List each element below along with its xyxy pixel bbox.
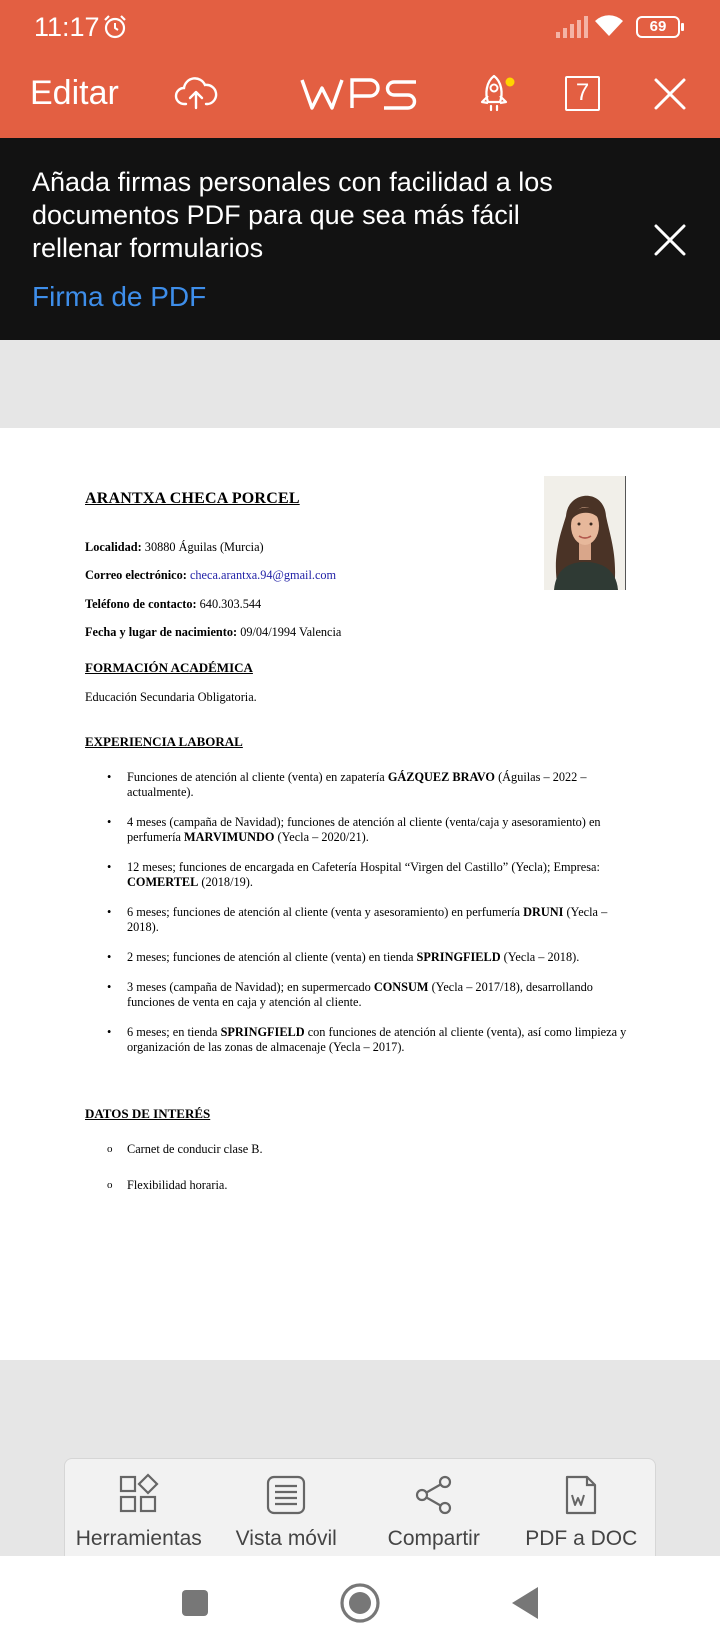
interest-heading: DATOS DE INTERÉS (85, 1106, 211, 1121)
pdf-signature-link[interactable]: Firma de PDF (32, 281, 207, 312)
list-item: • Funciones de atención al cliente (venta) en zapatería GÁZQUEZ BRAVO (Águilas – 2022 – actualmente). (107, 770, 587, 799)
list-item: • 3 meses (campaña de Navidad); en supermercado CONSUM (Yecla – 2017/18), desarrollando funciones de venta en caja y atención al cliente. (107, 980, 593, 1009)
share-button[interactable]: Compartir (360, 1459, 508, 1558)
email-link[interactable]: checa.arantxa.94@gmail.com (189, 568, 337, 582)
status-time: 11:17 (34, 12, 100, 42)
tools-icon (117, 1473, 161, 1517)
mobile-view-button[interactable]: Vista móvil (213, 1459, 361, 1558)
list-item: o Flexibilidad horaria. (107, 1178, 228, 1192)
list-item: • 12 meses; funciones de encargada en Cafetería Hospital “Virgen del Castillo” (Yecla); Empresa: COMERTEL (2018/19). (107, 860, 600, 889)
interest-list (107, 1142, 637, 1214)
experience-heading: EXPERIENCIA LABORAL (85, 734, 243, 749)
tools-button[interactable]: Herramientas (65, 1459, 213, 1558)
wps-logo (300, 76, 420, 112)
page-count-button[interactable]: 7 (565, 76, 600, 111)
education-text: Educación Secundaria Obligatoria. (85, 690, 257, 704)
battery-indicator: 69 (636, 16, 680, 38)
education-heading: FORMACIÓN ACADÉMICA (85, 660, 253, 675)
pdf-to-doc-button[interactable]: PDF a DOC (508, 1459, 656, 1558)
alarm-icon (102, 14, 128, 40)
bottom-action-bar (64, 1458, 656, 1558)
info-birth: Fecha y lugar de nacimiento: 09/04/1994 Valencia (85, 625, 342, 639)
profile-photo (544, 476, 626, 590)
pdf-page[interactable] (0, 428, 720, 1360)
edit-button[interactable]: Editar (30, 74, 119, 112)
list-item: • 4 meses (campaña de Navidad); funciones de atención al cliente (venta/caja y asesoramiento) en perfumería MARVIMUNDO (Yecla – 2020/21). (107, 815, 601, 844)
cloud-upload-icon[interactable] (174, 72, 218, 116)
signal-icon (554, 16, 588, 38)
experience-list (107, 770, 637, 1070)
recents-icon (180, 1588, 210, 1618)
pdf-to-doc-icon (559, 1473, 603, 1517)
cv-name-heading: ARANTXA CHECA PORCEL (85, 490, 300, 507)
home-button[interactable] (335, 1578, 385, 1628)
list-item: • 2 meses; funciones de atención al cliente (venta) en tienda SPRINGFIELD (Yecla – 2018). (107, 950, 580, 964)
list-item: o Carnet de conducir clase B. (107, 1142, 263, 1156)
back-button[interactable] (500, 1578, 550, 1628)
system-navigation-bar (0, 1556, 720, 1650)
home-icon (339, 1582, 381, 1624)
info-email: Correo electrónico: checa.arantxa.94@gmail.com (85, 568, 337, 582)
info-phone: Teléfono de contacto: 640.303.544 (85, 597, 262, 611)
signature-promo-banner (0, 138, 720, 340)
back-icon (508, 1584, 542, 1622)
banner-close-icon[interactable] (648, 218, 692, 262)
list-item: • 6 meses; en tienda SPRINGFIELD con funciones de atención al cliente (venta), así como limpieza y organización de las zonas de almacenaje (Yecla – 2017). (107, 1025, 627, 1054)
app-toolbar (0, 0, 720, 138)
banner-message: Añada firmas personales con facilidad a los documentos PDF para que sea más fácil rellenar formularios (32, 167, 553, 263)
close-icon[interactable] (648, 72, 692, 116)
wifi-icon (594, 14, 624, 38)
share-icon (412, 1473, 456, 1517)
mobile-view-icon (264, 1473, 308, 1517)
list-item: • 6 meses; funciones de atención al cliente (venta y asesoramiento) en perfumería DRUNI (Yecla – 2018). (107, 905, 608, 934)
recents-button[interactable] (170, 1578, 220, 1628)
rocket-icon[interactable] (472, 72, 516, 116)
info-location: Localidad: 30880 Águilas (Murcia) (85, 540, 264, 554)
